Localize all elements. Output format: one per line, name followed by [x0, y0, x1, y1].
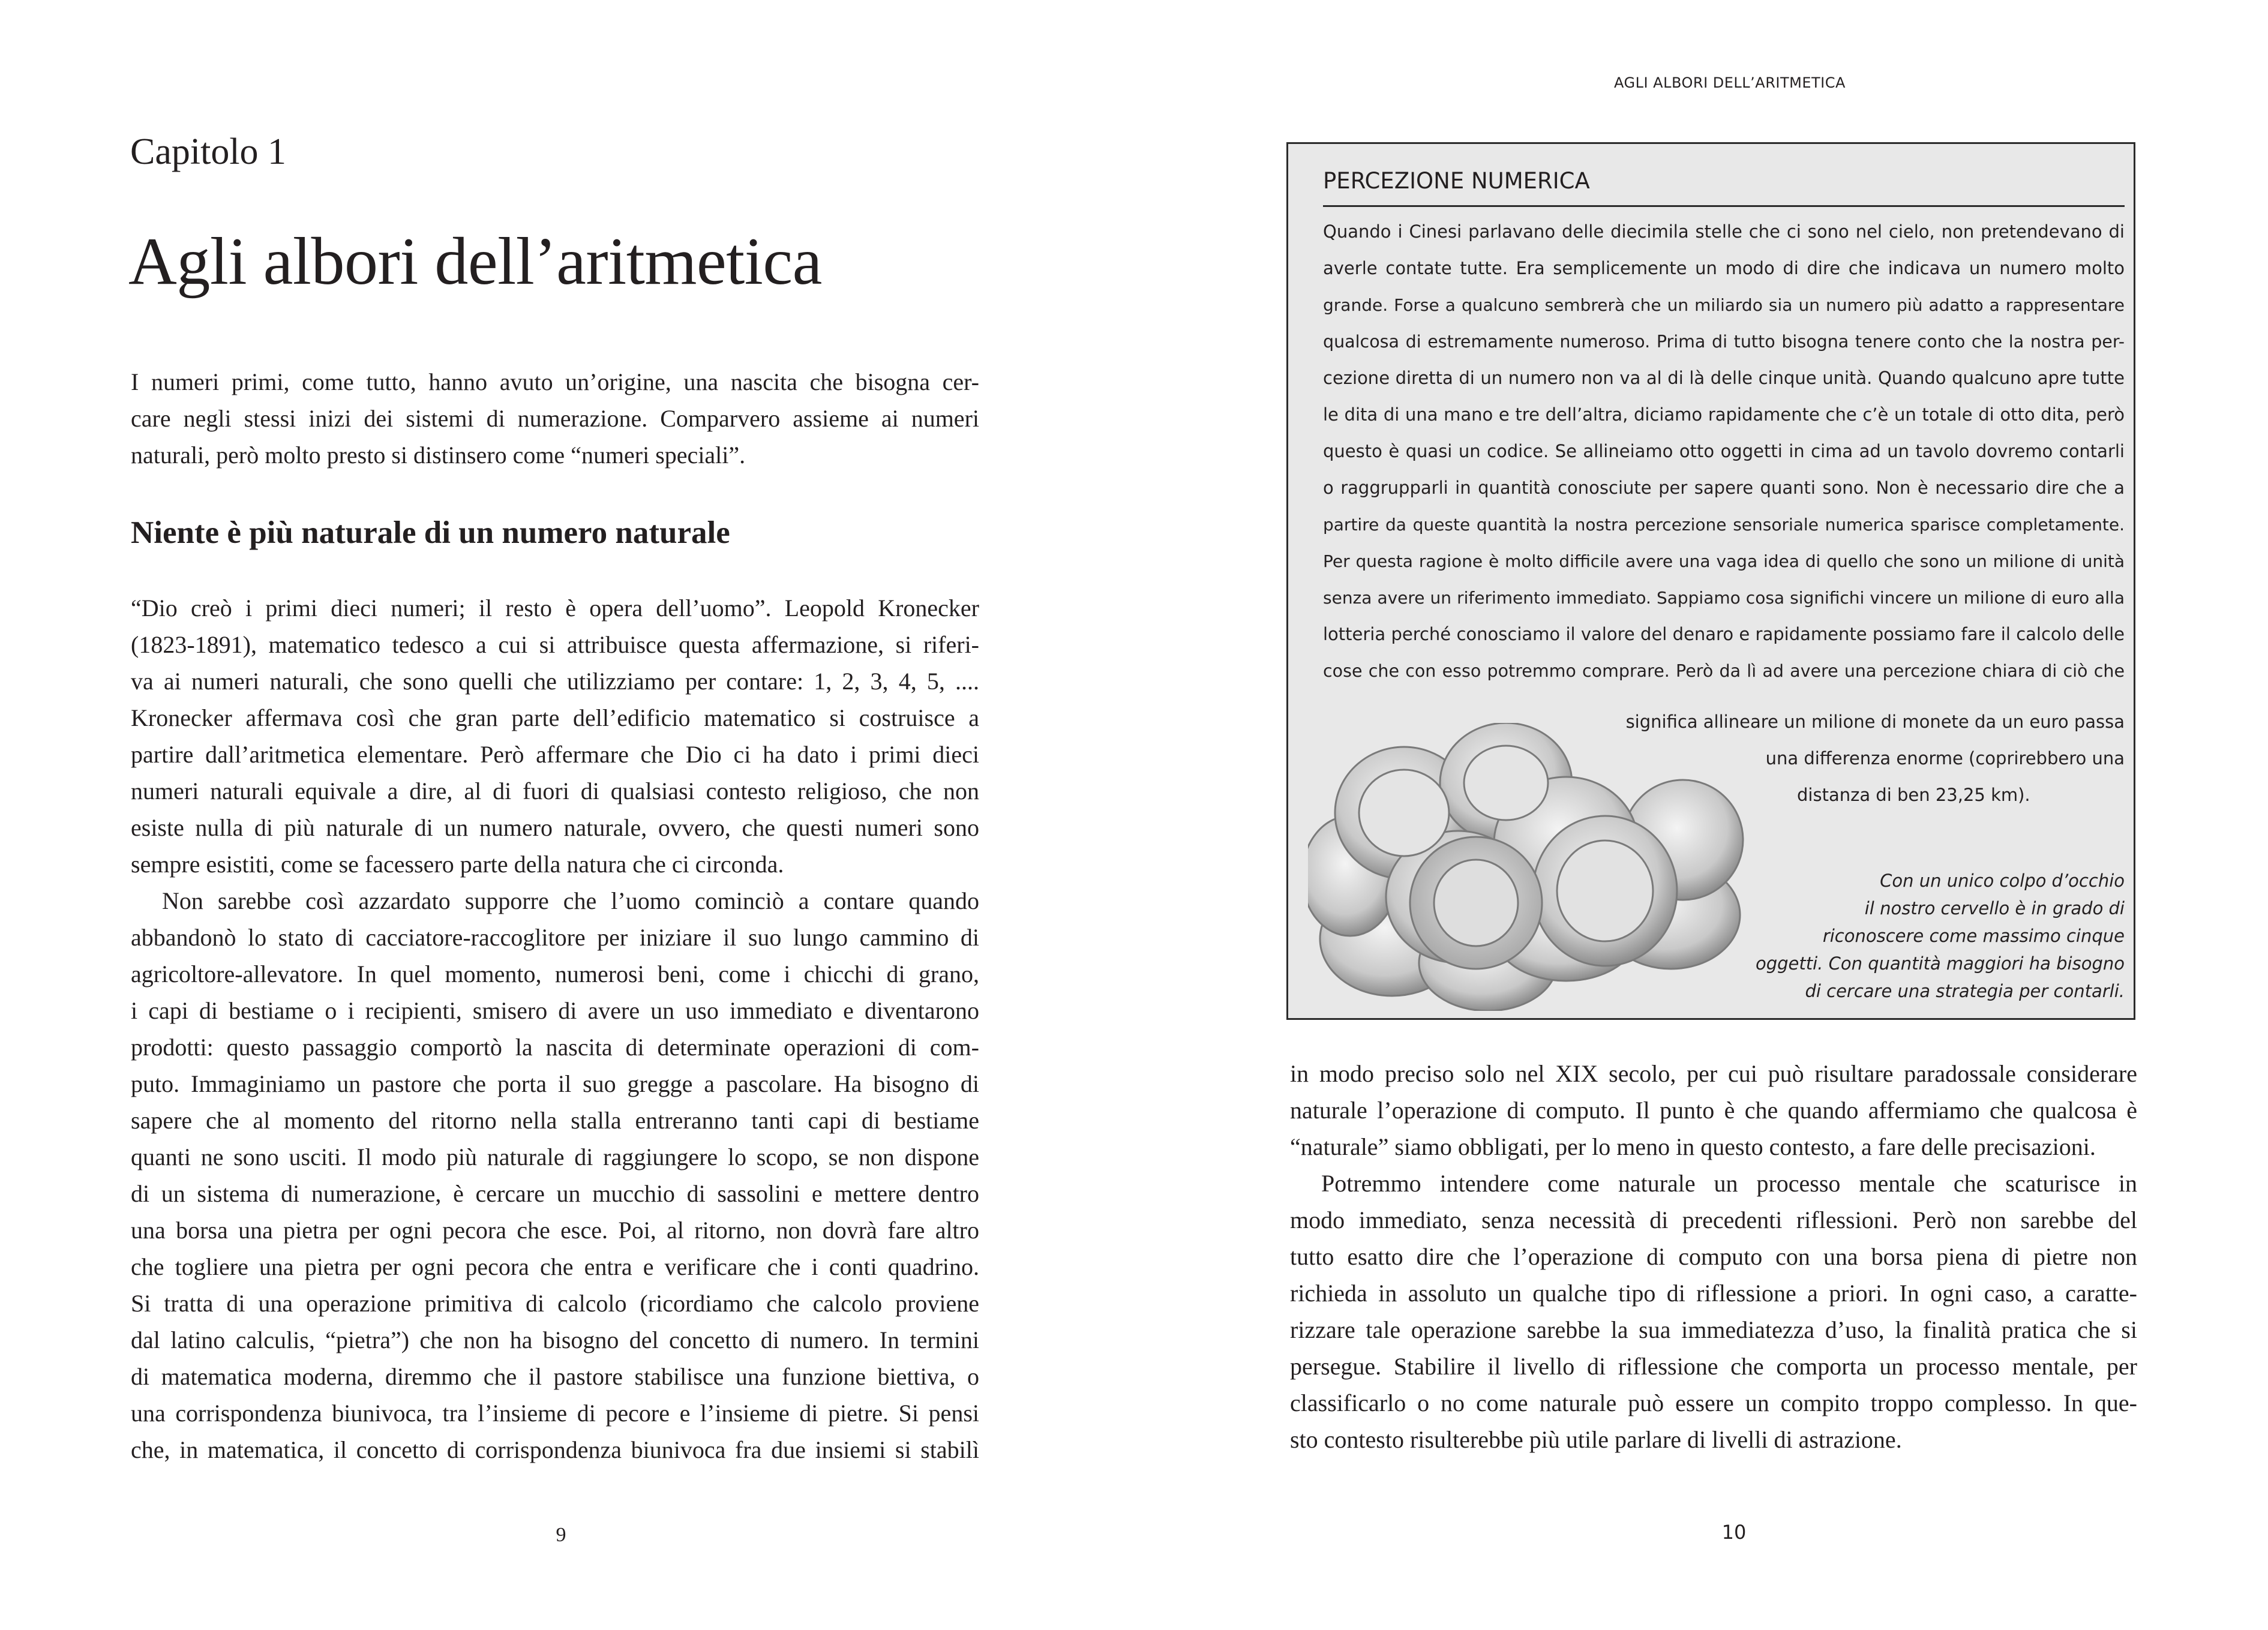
left-body-text: [131, 590, 979, 1468]
text-line: dal latino calculis, “pietra”) che non ha bisogno del concetto di numero. In termini: [131, 1326, 979, 1353]
text-line: Per questa ragione è molto difficile avere una vaga idea di quello che sono un milione di unità: [1323, 551, 2125, 571]
text-line: in modo preciso solo nel XIX secolo, per cui può risultare paradossale considerare: [1290, 1060, 2137, 1087]
intro-paragraph: [131, 364, 979, 473]
text-line: persegue. Stabilire il livello di riflessione che comporta un processo mentale, per: [1290, 1353, 2137, 1380]
text-line: una borsa una pietra per ogni pecora che esce. Poi, al ritorno, non dovrà fare altro: [131, 1217, 979, 1244]
text-line: “Dio creò i primi dieci numeri; il resto è opera dell’uomo”. Leopold Kronecker: [131, 595, 979, 622]
running-header: AGLI ALBORI DELL’ARITMETICA: [1614, 74, 1846, 91]
text-line: naturale l’operazione di computo. Il punto è che quando affermiamo che qualcosa è: [1290, 1097, 2137, 1124]
text-line: naturali, però molto presto si distinsero come “numeri speciali”.: [131, 442, 746, 469]
text-line: cose che con esso potremmo comprare. Però da lì ad avere una percezione chiara di ciò che: [1323, 661, 2125, 681]
text-line: tutto esatto dire che l’operazione di computo con una borsa piena di pietre non: [1290, 1243, 2137, 1270]
text-line: senza avere un riferimento immediato. Sappiamo cosa significhi vincere un milione di euro alla: [1323, 588, 2125, 608]
text-line: sto contesto risulterebbe più utile parlare di livelli di astrazione.: [1290, 1426, 1902, 1453]
text-line: sempre esistiti, come se facessero parte della natura che ci circonda.: [131, 851, 784, 878]
text-line: Quando i Cinesi parlavano delle diecimila stelle che ci sono nel cielo, non pretendevano di: [1323, 221, 2125, 242]
text-line: questo è quasi un codice. Se allineiamo otto oggetti in cima ad un tavolo dovremo contarli: [1323, 441, 2125, 461]
text-line: modo immediato, senza necessità di precedenti riflessioni. Però non sarebbe del: [1290, 1206, 2137, 1233]
box-text: [1323, 214, 2125, 689]
box-caption: [1323, 867, 2125, 1005]
text-line: classificarlo o no come naturale può essere un compito troppo complesso. In que-: [1290, 1389, 2137, 1416]
text-line: Potremmo intendere come naturale un processo mentale che scaturisce in: [1321, 1170, 2137, 1197]
text-line: rizzare tale operazione sarebbe la sua immediatezza d’uso, la finalità pratica che si: [1290, 1316, 2137, 1343]
page-number: 9: [556, 1524, 566, 1546]
text-line: grande. Forse a qualcuno sembrerà che un miliardo sia un numero più adatto a rappresentare: [1323, 295, 2125, 315]
text-line: richieda in assoluto un qualche tipo di riflessione a priori. In ogni caso, a caratte-: [1290, 1280, 2137, 1307]
text-line: Non sarebbe così azzardato supporre che l’uomo cominciò a contare quando: [162, 887, 979, 914]
text-line: agricoltore-allevatore. In quel momento, numerosi beni, come i chicchi di grano,: [131, 960, 979, 987]
text-line: o raggrupparli in quantità conosciute per sapere quanti sono. Non è necessario dire che a: [1323, 478, 2125, 498]
text-line: significa allineare un milione di monete da un euro passa: [1625, 712, 2125, 732]
text-line: partire dall’aritmetica elementare. Però affermare che Dio ci ha dato i primi dieci: [131, 741, 979, 768]
text-line: le dita di una mano e tre dell’altra, diciamo rapidamente che c’è un totale di otto dita, però: [1323, 404, 2125, 425]
right-body-text: [1290, 1055, 2137, 1458]
page-number: 10: [1721, 1521, 1747, 1544]
text-line: qualcosa di estremamente numeroso. Prima di tutto bisogna tenere conto che la nostra per-: [1323, 332, 2125, 352]
caption-line: Con un unico colpo d’occhio: [1880, 870, 2125, 891]
text-line: che togliere una pietra per ogni pecora che entra e verificare che i conti quadrino.: [131, 1253, 979, 1280]
caption-line: il nostro cervello è in grado di: [1864, 898, 2125, 918]
text-line: I numeri primi, come tutto, hanno avuto un’origine, una nascita che bisogna cer-: [131, 368, 979, 395]
text-line: puto. Immaginiamo un pastore che porta il suo gregge a pascolare. Ha bisogno di: [131, 1070, 979, 1097]
text-line: distanza di ben 23,25 km).: [1797, 785, 2030, 805]
text-line: i capi di bestiame o i recipienti, smisero di avere un uso immediato e diventarono: [131, 997, 979, 1024]
text-line: sapere che al momento del ritorno nella stalla entreranno tanti capi di bestiame: [131, 1107, 979, 1134]
text-line: Si tratta di una operazione primitiva di calcolo (ricordiamo che calcolo proviene: [131, 1290, 979, 1317]
text-line: cezione diretta di un numero non va al di là delle cinque unità. Quando qualcuno apre tutte: [1323, 368, 2125, 388]
text-line: abbandonò lo stato di cacciatore-raccoglitore per iniziare il suo lungo cammino di: [131, 924, 979, 951]
caption-line: riconoscere come massimo cinque: [1822, 926, 2125, 946]
text-line: di un sistema di numerazione, è cercare un mucchio di sassolini e mettere dentro: [131, 1180, 979, 1207]
text-line: “naturale” siamo obbligati, per lo meno in questo contesto, a fare delle precisazioni.: [1290, 1133, 2096, 1160]
text-line: esiste nulla di più naturale di un numero naturale, ovvero, che questi numeri sono: [131, 814, 979, 841]
text-line: care negli stessi inizi dei sistemi di numerazione. Comparvero assieme ai numeri: [131, 405, 979, 432]
text-line: di matematica moderna, diremmo che il pastore stabilisce una funzione biettiva, o: [131, 1363, 979, 1390]
text-line: quanti ne sono usciti. Il modo più naturale di raggiungere lo scopo, se non dispone: [131, 1143, 979, 1170]
text-line: che, in matematica, il concetto di corrispondenza biunivoca fra due insiemi si stabilì: [131, 1436, 979, 1463]
text-line: lotteria perché conosciamo il valore del denaro e rapidamente possiamo fare il calcolo delle: [1323, 624, 2125, 644]
text-line: partire da queste quantità la nostra percezione sensoriale numerica sparisce completamente.: [1323, 515, 2125, 535]
text-line: va ai numeri naturali, che sono quelli che utilizziamo per contare: 1, 2, 3, 4, 5, ....: [131, 668, 979, 695]
caption-line: di cercare una strategia per contarli.: [1805, 981, 2125, 1001]
text-line: averle contate tutte. Era semplicemente un modo di dire che indicava un numero molto: [1323, 258, 2125, 278]
text-line: (1823-1891), matematico tedesco a cui si attribuisce questa affermazione, si riferi-: [131, 631, 979, 658]
text-line: numeri naturali equivale a dire, al di fuori di qualsiasi contesto religioso, che non: [131, 778, 979, 805]
box-title: PERCEZIONE NUMERICA: [1323, 168, 1590, 194]
section-heading: Niente è più naturale di un numero naturale: [131, 515, 730, 550]
text-line: una corrispondenza biunivoca, tra l’insieme di pecore e l’insieme di pietre. Si pensi: [131, 1400, 979, 1427]
text-line: Kronecker affermava così che gran parte dell’edificio matematico si costruisce a: [131, 704, 979, 731]
chapter-label: Capitolo 1: [130, 131, 287, 172]
coin: [1464, 746, 1548, 820]
chapter-title: Agli albori dell’aritmetica: [128, 224, 822, 299]
text-line: una differenza enorme (coprirebbero una: [1765, 748, 2125, 769]
caption-line: oggetti. Con quantità maggiori ha bisogno: [1755, 953, 2125, 974]
text-line: prodotti: questo passaggio comportò la nascita di determinate operazioni di com-: [131, 1034, 979, 1061]
coin: [1359, 770, 1449, 856]
box-title-rule: [1323, 205, 2125, 207]
